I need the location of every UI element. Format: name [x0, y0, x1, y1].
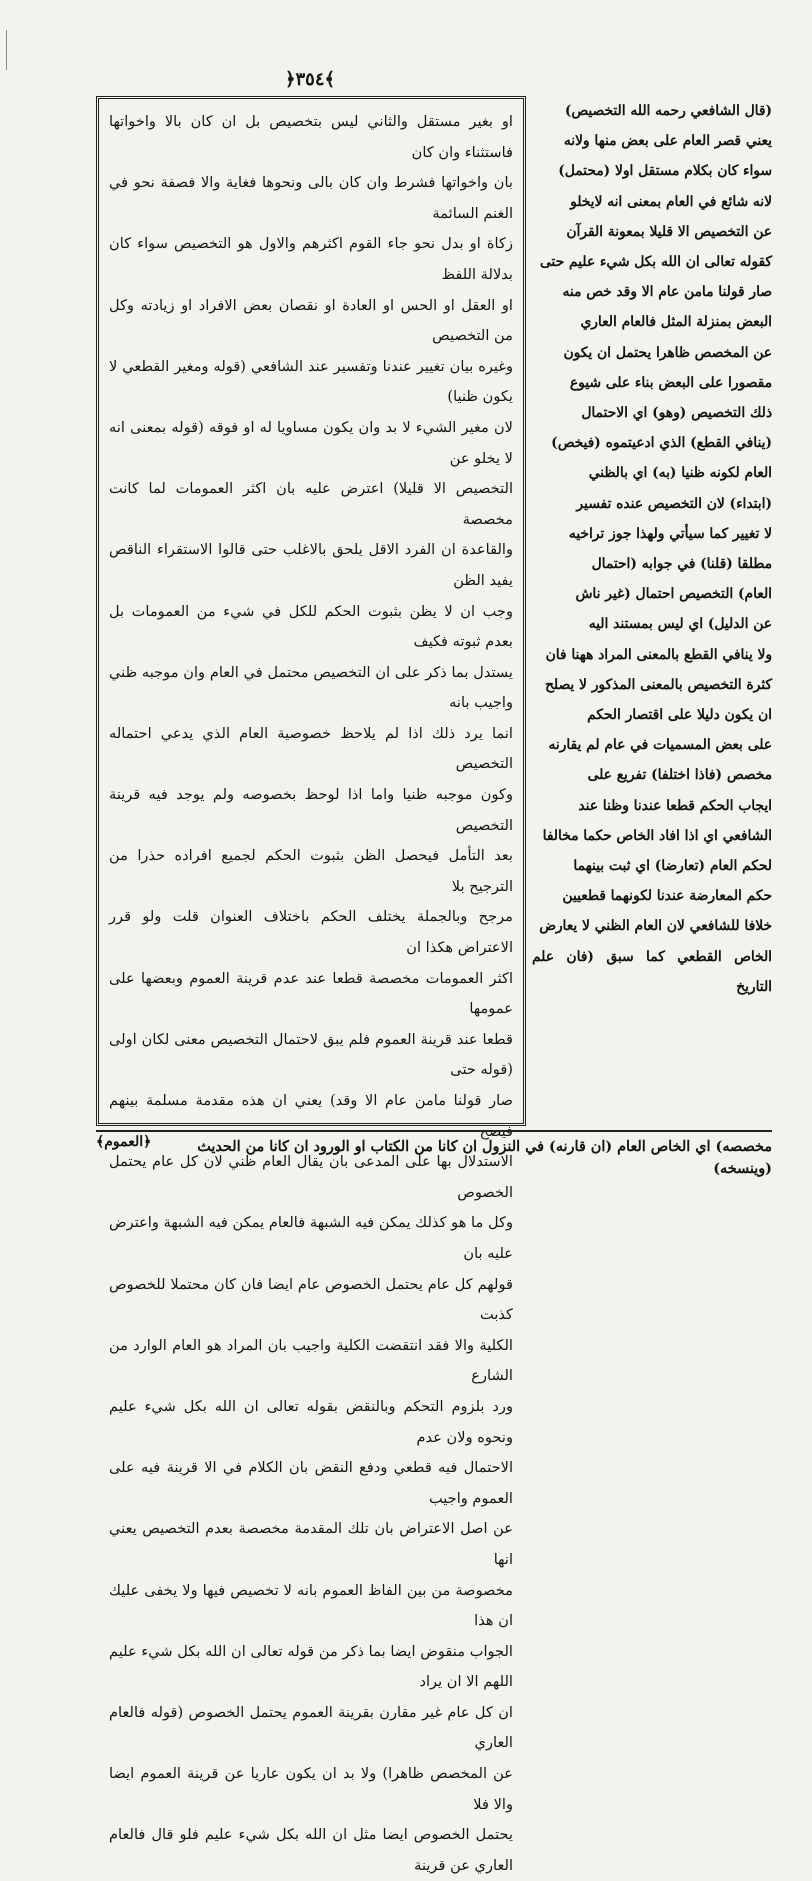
footer-divider	[96, 1130, 772, 1132]
page-number: ﴿٣٥٤﴾	[284, 69, 336, 90]
page-edge-mark	[6, 30, 11, 70]
footer-text: مخصصه) اي الخاص العام (ان قارنه) في النزول ان كانا من الكتاب او الورود ان كانا من الحديث (وينسخه)	[197, 1138, 772, 1177]
side-commentary-column	[532, 96, 772, 1126]
catchword: ﴿العموم﴾	[96, 1134, 152, 1150]
side-commentary-text: (قال الشافعي رحمه الله التخصيص) يعني قصر العام على بعض منها ولانه سواء كان بكلام مستقل اولا (محتمل) لانه شائع في العام بمعنى انه لايخلو عن التخصيص الا قليلا بمعونة القرآن كقوله تعالى ان الله بكل شيء عليم حتى صار قولنا مامن عام الا وقد خص منه البعض بمنزلة المثل فالعام العاري عن المخصص ظاهرا يحتمل ان يكون مقصورا على البعض بناء على شيوع ذلك التخصيص (وهو) اي الاحتمال (ينافي القطع) الذي ادعيتموه (فيخص) العام لكونه ظنيا (به) اي بالظني (ابتداء) لان التخصيص عنده تفسير لا تغيير كما سيأتي ولهذا جوز تراخيه مطلقا (قلنا) في جوابه (احتمال العام) التخصيص احتمال (غير ناش عن الدليل) اي ليس بمستند اليه ولا ينافي القطع بالمعنى المراد ههنا فان كثرة التخصيص بالمعنى المذكور لا يصلح ان يكون دليلا على اقتصار الحكم على بعض المسميات في عام لم يقارنه مخصص (فاذا اختلفا) تفريع على ايجاب الحكم قطعا عندنا وظنا عند الشافعي اي اذا افاد الخاص حكما مخالفا لحكم العام (تعارضا) اي ثبت بينهما حكم المعارضة عندنا لكونهما قطعيين خلافا للشافعي لان العام الظني لا يعارض الخاص القطعي كما سبق (فان علم التاريخ	[532, 103, 772, 995]
main-commentary-text: او بغير مستقل والثاني ليس بتخصيص بل ان كان بالا واخواتها فاستثناء وان كان بان واخواتها فشرط وان كان بالى ونحوها فغاية والا فصفة نحو في الغنم السائمة زكاة او بدل نحو جاء القوم اكثرهم والاول هو التخصيص سواء كان بدلالة اللفظ او العقل او الحس او العادة او نقصان بعض الافراد او زيادته وكل من التخصيص وغيره بيان تغيير عندنا وتفسير عند الشافعي (قوله ومغير القطعي لا يكون ظنيا) لان مغير الشيء لا بد وان يكون مساويا له او فوقه (قوله بمعنى انه لا يخلو عن التخصيص الا قليلا) اعترض عليه بان اكثر العمومات لما كانت مخصصة والقاعدة ان الفرد الاقل يلحق بالاغلب حتى قالوا الاستقراء الناقص يفيد الظن وجب ان لا يظن بثبوت الحكم للكل في شيء من العمومات بل بعدم ثبوته فكيف يستدل بما ذكر على ان التخصيص محتمل في العام وان موجبه ظني واجيب بانه انما يرد ذلك اذا لم يلاحظ خصوصية العام الذي يدعي احتماله التخصيص وكون موجبه ظنيا واما اذا لوحظ بخصوصه ولم يوجد فيه قرينة التخصيص بعد التأمل فيحصل الظن بثبوت الحكم لجميع افراده حذرا من الترجيح بلا مرجح وبالجملة يختلف الحكم باختلاف العنوان قلت ولو قرر الاعتراض هكذا ان اكثر العمومات مخصصة قطعا عند عدم قرينة العموم وبعضها على عمومها قطعا عند قرينة العموم فلم يبق لاحتمال التخصيص معنى لكان اولى (قوله حتى صار قولنا مامن عام الا وقد) يعني ان هذه مقدمة مسلمة بينهم فيصح الاستدلال بها على المدعى بان يقال العام ظني لان كل عام يحتمل الخصوص وكل ما هو كذلك يمكن فيه الشبهة فالعام يمكن فيه الشبهة واعترض عليه بان قولهم كل عام يحتمل الخصوص عام ايضا فان كان محتملا للخصوص كذبت الكلية والا فقد انتقضت الكلية واجيب بان المراد هو العام الوارد من الشارع ورد بلزوم التحكم وبالنقض بقوله تعالى ان الله بكل شيء عليم ونحوه ولان عدم الاحتمال فيه قطعي ودفع النقض بان الكلام في الا قرينة فيه على العموم واجيب عن اصل الاعتراض بان تلك المقدمة مخصصة بعدم التخصيص يعني انها مخصوصة من بين الفاظ العموم بانه لا تخصيص فيها ولا يخفى عليك ان هذا الجواب منقوض ايضا بما ذكر من قوله تعالى ان الله بكل شيء عليم اللهم الا ان يراد ان كل عام غير مقارن بقرينة العموم يحتمل الخصوص (قوله فالعام العاري عن المخصص ظاهرا) ولا بد ان يكون عاريا عن قرينة العموم ايضا والا فلا يحتمل الخصوص ايضا مثل ان الله بكل شيء عليم فلو قال فالعام العاري عن قرينة	[109, 113, 514, 1874]
